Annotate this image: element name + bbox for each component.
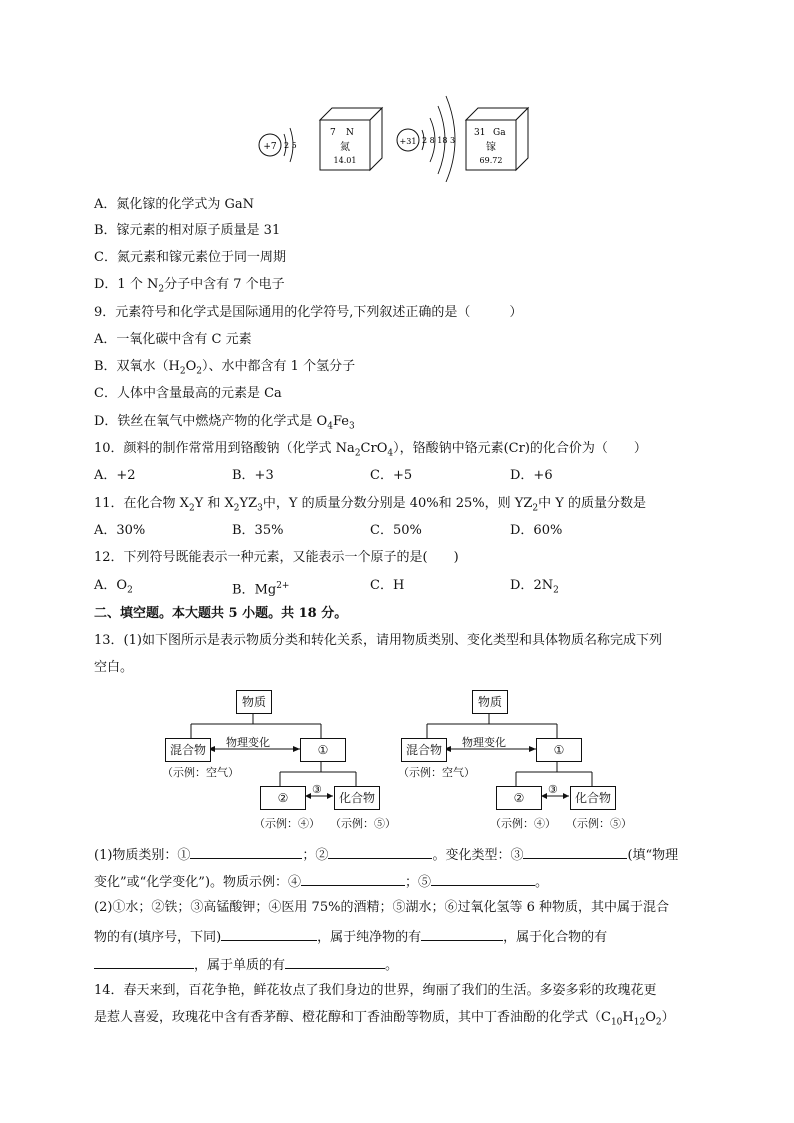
diagram-left-blank-1: ①	[300, 738, 346, 762]
q10-option-d: D．+6	[510, 468, 553, 483]
q12-option-d: D．$2N_2$	[510, 578, 559, 596]
diagram-right-compound-box: 化合物	[570, 786, 616, 810]
q8-option-b: B．镓元素的相对原子质量是 31	[94, 223, 281, 238]
ga-name: 镓	[486, 142, 496, 153]
n-shells: 2 5	[284, 141, 297, 150]
section-2-heading: 二、填空题。本大题共 5 小题。共 18 分。	[94, 606, 348, 621]
blank-compound[interactable]	[94, 954, 194, 969]
n-atomic-number: 7	[330, 128, 336, 138]
nitrogen-atom-diagram	[259, 128, 297, 162]
q10-stem: 10．颜料的制作常常用到铬酸钠（化学式 $Na_2CrO_4$），铬酸钠中铬元素(Cr)的化合价为（ ）	[94, 441, 647, 459]
q11-stem: 11．在化合物 $X_2Y$ 和 $X_2YZ_3$中，Y 的质量分数分别是 40%和 25%，则 $YZ_2$中 Y 的质量分数是	[94, 496, 646, 514]
n-mass: 14.01	[333, 156, 357, 165]
nitrogen-element-card	[320, 108, 382, 170]
diagram-left-blank-2: ②	[260, 786, 306, 810]
q9-option-d: D．铁丝在氧气中燃烧产物的化学式是 $O_4Fe_3$	[94, 414, 355, 432]
q9-option-a: A．一氧化碳中含有 C 元素	[94, 332, 252, 347]
ga-nucleus: +31	[399, 137, 417, 146]
q11-option-d: D．60%	[510, 523, 563, 538]
diagram-right-example-air: （示例：空气）	[398, 766, 475, 779]
diagram-right-blank-2: ②	[496, 786, 542, 810]
classification-diagram-right	[396, 688, 636, 838]
ga-shells: 2 8 18 3	[422, 136, 456, 145]
q10-option-c: C．+5	[370, 468, 413, 483]
q13-part1-line1: (1)物质类别：① ；② 。变化类型：③ (填“物理	[94, 844, 714, 865]
q13-part1-line2: 变化”或“化学变化”)。物质示例：④ ；⑤ 。	[94, 871, 714, 892]
q12-option-a: A．$O_2$	[94, 578, 133, 596]
diagram-left-compound-box: 化合物	[334, 786, 380, 810]
diagram-right-arrow-label: 物理变化	[462, 736, 506, 749]
diagram-right-example-5: （示例：⑤）	[566, 817, 632, 830]
blank-1[interactable]	[190, 844, 302, 859]
n-symbol: N	[346, 128, 354, 138]
q8-option-d: D．1 个 $N_2$分子中含有 7 个电子	[94, 277, 285, 295]
diagram-left-arrow-label: 物理变化	[226, 736, 270, 749]
q12-option-b: B．$Mg^{2+}$	[232, 581, 290, 598]
diagram-right-blank-1: ①	[536, 738, 582, 762]
diagram-left-example-4: （示例：④）	[254, 817, 320, 830]
diagram-left-mixture-box: 混合物	[165, 738, 211, 762]
q8-option-c: C．氮元素和镓元素位于同一周期	[94, 250, 286, 265]
atom-structure-figure	[250, 92, 530, 182]
q10-option-a: A．+2	[94, 468, 136, 483]
q11-option-c: C．50%	[370, 523, 422, 538]
q14-line2: 是惹人喜爱，玫瑰花中含有香茅醇、橙花醇和丁香油酚等物质，其中丁香油酚的化学式$(C_{10}H_{12}O_2)$	[94, 1010, 675, 1028]
diagram-right-matter-box: 物质	[472, 690, 508, 714]
q14-line1: 14．春天来到，百花争艳，鲜花妆点了我们身边的世界，绚丽了我们的生活。多姿多彩的玫瑰花更	[94, 983, 657, 998]
n-nucleus: +7	[263, 142, 277, 152]
q12-option-c: C．H	[370, 578, 405, 593]
q13-stem-line2: 空白。	[94, 660, 134, 675]
q9-option-b: B．双氧水$(H_2O_2)$、水中都含有 1 个氢分子	[94, 359, 356, 377]
q9-option-c: C．人体中含量最高的元素是 Ca	[94, 386, 282, 401]
q11-option-b: B．35%	[232, 523, 284, 538]
classification-diagram-left	[160, 688, 400, 838]
blank-4[interactable]	[301, 871, 405, 886]
ga-mass: 69.72	[479, 156, 503, 165]
q10-option-b: B．+3	[232, 468, 274, 483]
blank-2[interactable]	[328, 844, 432, 859]
blank-mixture[interactable]	[221, 926, 317, 941]
ga-symbol: Ga	[493, 128, 506, 138]
q13-part2-line1: (2)①水；②铁；③高锰酸钾；④医用 75%的酒精；⑤湖水；⑥过氧化氢等 6 种物质，其中属于混合	[94, 900, 669, 915]
diagram-right-mixture-box: 混合物	[401, 738, 447, 762]
gallium-element-card	[466, 108, 528, 170]
diagram-right-example-4: （示例：④）	[490, 817, 556, 830]
n-name: 氮	[340, 142, 350, 153]
blank-3[interactable]	[523, 844, 627, 859]
gallium-atom-diagram	[397, 96, 455, 182]
q13-stem-line1: 13．(1)如下图所示是表示物质分类和转化关系，请用物质类别、变化类型和具体物质名称完成下列	[94, 633, 662, 648]
ga-atomic-number: 31	[474, 128, 486, 138]
diagram-left-example-5: （示例：⑤）	[330, 817, 396, 830]
q9-stem: 9．元素符号和化学式是国际通用的化学符号,下列叙述正确的是（ ）	[94, 305, 523, 320]
q13-part2-line3: ，属于单质的有 。	[94, 954, 714, 975]
diagram-right-blank-3: ③	[548, 783, 558, 796]
diagram-left-matter-box: 物质	[236, 690, 272, 714]
diagram-left-blank-3: ③	[312, 783, 322, 796]
blank-5[interactable]	[431, 871, 535, 886]
q8-option-a: A．氮化镓的化学式为 GaN	[94, 197, 255, 212]
q11-option-a: A．30%	[94, 523, 146, 538]
diagram-left-example-air: （示例：空气）	[162, 766, 239, 779]
blank-element[interactable]	[285, 954, 385, 969]
blank-pure[interactable]	[421, 926, 503, 941]
q12-stem: 12．下列符号既能表示一种元素，又能表示一个原子的是( )	[94, 550, 459, 565]
q13-part2-line2: 物的有(填序号，下同) ，属于纯净物的有 ，属于化合物的有	[94, 926, 714, 947]
